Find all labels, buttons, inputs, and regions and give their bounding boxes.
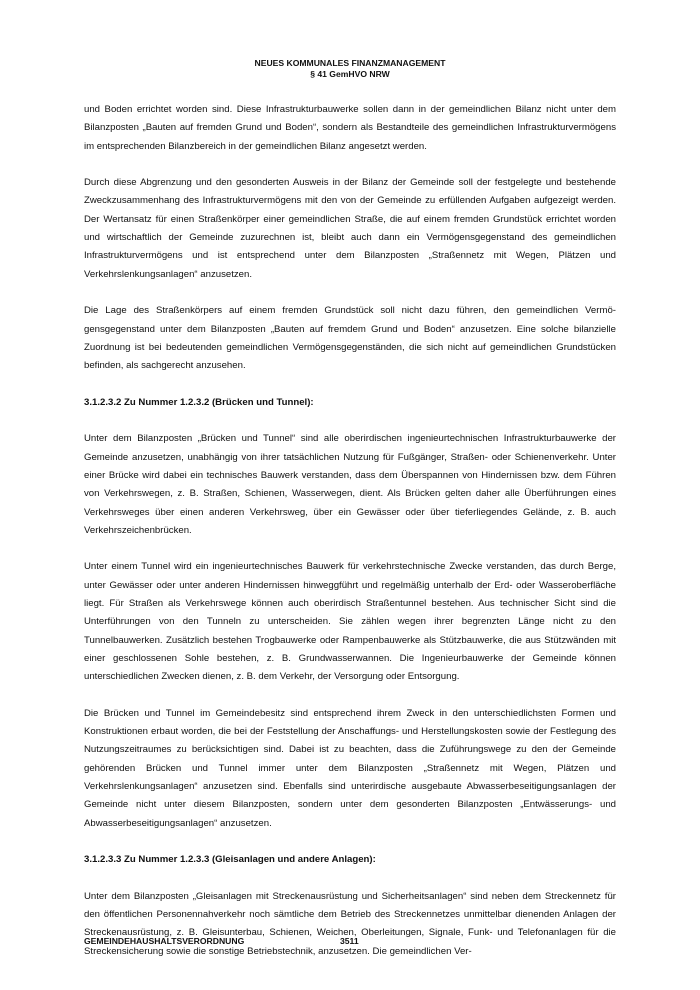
paragraph: Unter dem Bilanzposten „Gleisanlagen mit Streckenausrüstung und Sicherheitsanlagen“ sind neben dem Streckennetz für den öffentlichen Personennahverkehr noch sämtliche dem Betrieb des Streckennetzes unmittelbar dienenden Anlagen der Streckenausrüstung, z. B. Gleisunterbau, Schienen, Weichen, Oberleitungen, Signale, Funk- und Telefonanlagen für die Streckensicherung sowie die sonstige Betriebstechnik, anzusetzen. Die gemeindlichen Ver- xyxy=(84,890,616,957)
section-heading: 3.1.2.3.3 Zu Nummer 1.2.3.3 (Gleisanlagen und andere Anlagen): xyxy=(84,854,376,866)
page-header xyxy=(0,58,700,80)
paragraph: und Boden errichtet worden sind. Diese Infrastrukturbauwerke sollen dann in der gemeindlichen Bilanz nicht unter dem Bilanzposten „Bauten auf fremden Grund und Boden“, sondern als Bestandteile des gemeindlichen Infrastrukturvermögens im entsprechenden Bilanzbereich in der gemeindlichen Bilanz angesetzt werden. xyxy=(84,104,616,152)
footer-title: GEMEINDEHAUSHALTSVERORDNUNG xyxy=(84,936,245,946)
paragraph: Unter dem Bilanzposten „Brücken und Tunnel“ sind alle oberirdischen ingenieurtechnischen Infrastrukturbauwerke der Gemeinde anzusetzen, unabhängig von ihrer tatsächlichen Nutzung für Fußgänger, Straßen- oder Schienenverkehr. Unter einer Brücke wird dabei ein technisches Bauwerk verstanden, dass dem Überspannen von Hindernissen bzw. dem Führen von Verkehrswegen, z. B. Straßen, Schienen, Wasserwegen, dient. Als Brücken gelten daher alle Überführungen eines Verkehrsweges über einen anderen Verkehrsweg, über ein Gewässer oder über tieferliegendes Gelände, z. B. auch Verkehrszeichenbrücken. xyxy=(84,433,616,536)
section-heading: 3.1.2.3.2 Zu Nummer 1.2.3.2 (Brücken und Tunnel): xyxy=(84,396,314,408)
paragraph: Unter einem Tunnel wird ein ingenieurtechnisches Bauwerk für verkehrstechnische Zwecke verstanden, das durch Berge, unter Gewässer oder unter anderen Hindernissen hinweggführt und regelmäßig unterhalb der Erd- oder Wasseroberfläche liegt. Für Straßen als Verkehrswege können auch oberirdisch Straßentunnel bestehen. Aus technischer Sicht sind die Unterführungen von den Tunneln zu unterscheiden. Sie zählen wegen ihrer begrenzten Länge nicht zu den Tunnelbauwerken. Zusätzlich bestehen Trogbauwerke oder Rampenbauwerke als Stützbauwerke, die aus Stützwänden mit einer geschlossenen Sohle bestehen, z. B. Grundwasserwannen. Die Ingenieurbauwerke der Gemeinde können unterschiedlichen Zwecken dienen, z. B. dem Verkehr, der Versorgung oder Entsorgung. xyxy=(84,561,616,683)
header-title: NEUES KOMMUNALES FINANZMANAGEMENT xyxy=(254,58,446,68)
page-footer xyxy=(84,936,359,946)
header-paragraph-ref: § 41 GemHVO NRW xyxy=(310,69,390,79)
paragraph: Durch diese Abgrenzung und den gesonderten Ausweis in der Bilanz der Gemeinde soll der festgelegte und bestehende Zweckzusammenhang des Infrastrukturvermögens mit den von der Gemeinde zu erfüllenden Aufgaben aufgezeigt werden. Der Wertansatz für einen Straßenkörper einer gemeindlichen Straße, die auf einem fremden Grundstück errichtet worden und wirtschaftlich der Gemeinde zuzurechnen ist, bleibt auch dann ein Vermögensgegenstand des gemeindlichen Infrastrukturvermögens und ist entsprechend unter dem Bilanzposten „Straßennetz mit Wegen, Plätzen und Verkehrslenkungsanlagen“ anzusetzen. xyxy=(84,177,616,280)
paragraph: Die Lage des Straßenkörpers auf einem fremden Grundstück soll nicht dazu führen, den gemeindlichen Vermögensgegenstand unter dem Bilanzposten „Bauten auf fremdem Grund und Boden“ anzusetzen. Eine solche bilanzielle Zuordnung ist bei bedeutenden gemeindlichen Vermögensgegenständen, die sich nicht auf gemeindlichen Grundstücken befinden, als sachgerecht anzusehen. xyxy=(84,305,616,372)
page-body xyxy=(84,101,616,979)
paragraph: Die Brücken und Tunnel im Gemeindebesitz sind entsprechend ihrem Zweck in den unterschiedlichsten Formen und Konstruktionen erbaut worden, die bei der Feststellung der Anschaffungs- und Herstellungskosten sowie der Festlegung des Nutzungszeitraumes zu berücksichtigen sind. Dabei ist zu beachten, dass die Zuführungswege zu den der Gemeinde gehörenden Brücken und Tunnel immer unter dem Bilanzposten „Straßennetz mit Wegen, Plätzen und Verkehrslenkungsanlagen“ anzusetzen sind. Ebenfalls sind unterirdische ausgebaute Abwasserbeseitigungsanlagen der Gemeinde nicht unter diesem Bilanzposten, sondern unter dem gesonderten Bilanzposten „Entwässerungs- und Abwasserbeseitigungsanlagen“ anzusetzen. xyxy=(84,707,616,829)
page-number: 3511 xyxy=(340,936,359,946)
